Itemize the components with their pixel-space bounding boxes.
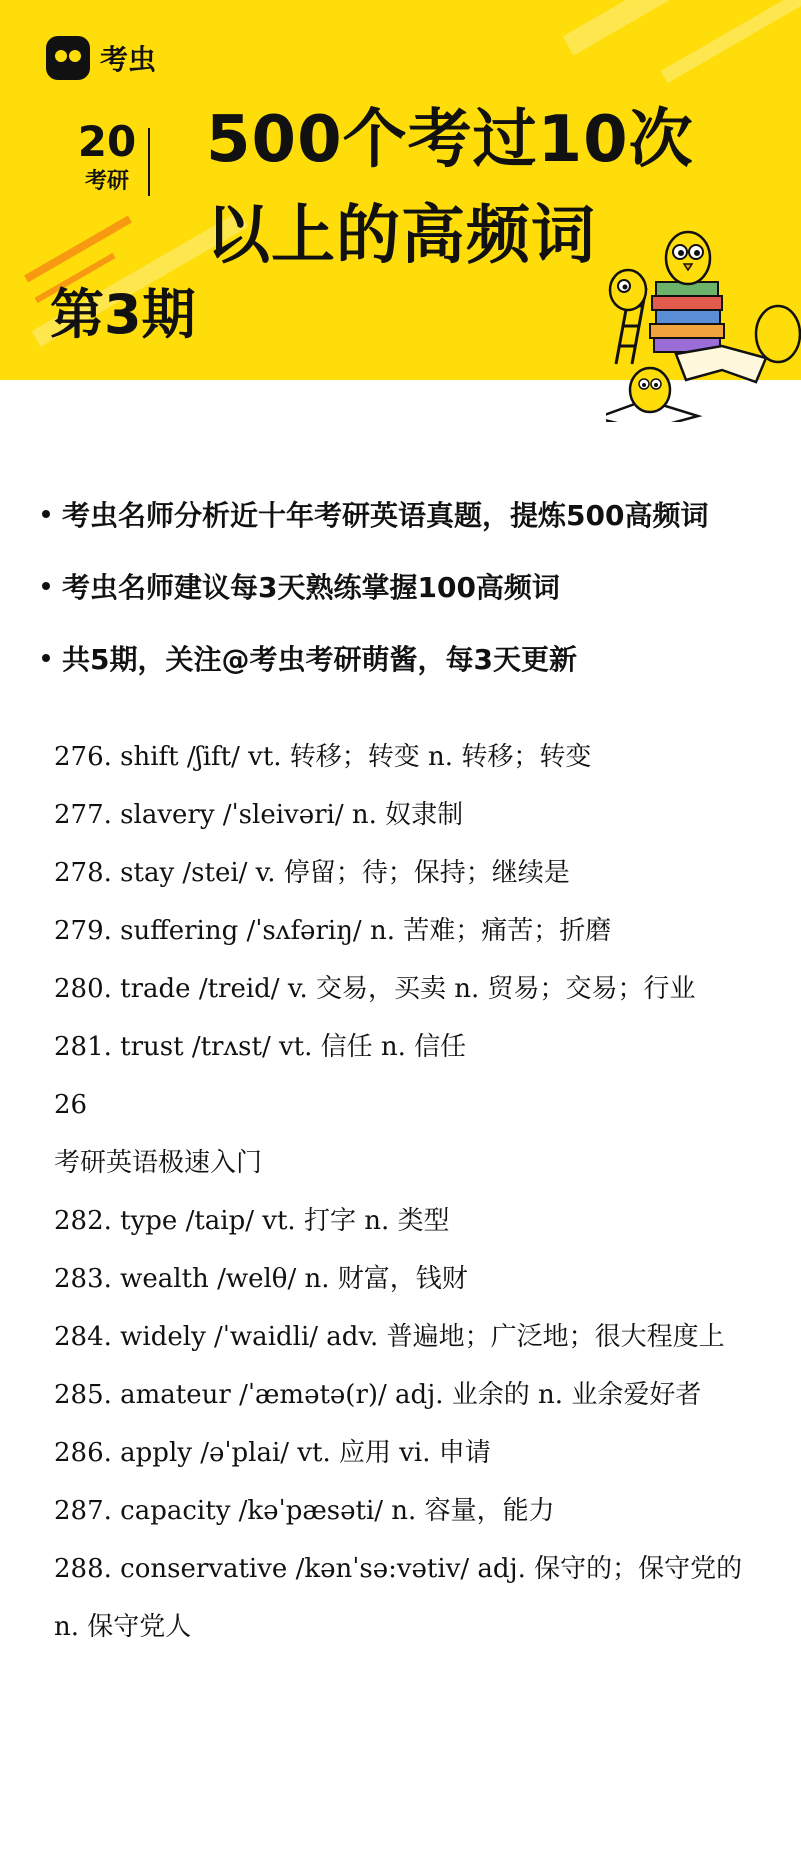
bullet-dot-icon bbox=[42, 510, 50, 518]
vocab-entry: 278. stay /stei/ v. 停留；待；保持；继续是 bbox=[54, 858, 570, 888]
kaochong-logo-icon bbox=[46, 36, 90, 80]
vocab-entry: 281. trust /trʌst/ vt. 信任 n. 信任 bbox=[54, 1032, 467, 1062]
vocab-entry: 288. conservative /kənˈsə:vətiv/ adj. 保守的；保守党的 n. 保守党人 bbox=[54, 1554, 743, 1642]
intro-bullet bbox=[42, 622, 772, 694]
bullet-text: 共5期，关注@考虫考研萌酱，每3天更新 bbox=[62, 643, 577, 676]
bullet-text: 考虫名师建议每3天熟练掌握100高频词 bbox=[62, 571, 560, 604]
vocab-entry: 283. wealth /welθ/ n. 财富，钱财 bbox=[54, 1264, 468, 1294]
vocab-entry: 276. shift /ʃift/ vt. 转移；转变 n. 转移；转变 bbox=[54, 742, 592, 772]
vocab-entry: 284. widely /ˈwaidli/ adv. 普遍地；广泛地；很大程度上 bbox=[54, 1322, 725, 1352]
exam-label: 考研 bbox=[84, 169, 129, 194]
year-badge bbox=[74, 117, 140, 195]
vocab-entry: 282. type /taip/ vt. 打字 n. 类型 bbox=[54, 1206, 450, 1236]
title-line-2: 以上的高频词 bbox=[206, 199, 596, 273]
title-line-1: 500个考过10次 bbox=[206, 103, 694, 177]
intro-bullet-list bbox=[42, 478, 772, 694]
brand-logo bbox=[46, 36, 156, 80]
vocab-entry: 285. amateur /ˈæmətə(r)/ adj. 业余的 n. 业余爱好者 bbox=[54, 1380, 702, 1410]
vocabulary-list bbox=[54, 728, 754, 1656]
vocab-entry: 286. apply /əˈplai/ vt. 应用 vi. 申请 bbox=[54, 1438, 491, 1468]
vocab-entry: 279. suffering /ˈsʌfəriŋ/ n. 苦难；痛苦；折磨 bbox=[54, 916, 612, 946]
section-heading: 考研英语极速入门 bbox=[54, 1148, 263, 1178]
decor-stripe bbox=[563, 0, 801, 56]
issue-label: 第3期 bbox=[50, 283, 196, 346]
bullet-dot-icon bbox=[42, 582, 50, 590]
bullet-text: 考虫名师分析近十年考研英语真题，提炼500高频词 bbox=[62, 499, 709, 532]
logo-text: 考虫 bbox=[100, 43, 157, 76]
intro-bullet bbox=[42, 478, 772, 550]
decor-stripe bbox=[661, 0, 801, 83]
badge-divider bbox=[148, 128, 150, 196]
vocab-entry: 287. capacity /kəˈpæsəti/ n. 容量，能力 bbox=[54, 1496, 555, 1526]
vocab-entry: 277. slavery /ˈsleivəri/ n. 奴隶制 bbox=[54, 800, 464, 830]
year-number: 20 bbox=[77, 117, 137, 166]
intro-bullet bbox=[42, 550, 772, 622]
vocab-entry: 280. trade /treid/ v. 交易，买卖 n. 贸易；交易；行业 bbox=[54, 974, 696, 1004]
page-number: 26 bbox=[54, 1090, 88, 1120]
bullet-dot-icon bbox=[42, 654, 50, 662]
mascot-illustration bbox=[606, 204, 801, 422]
